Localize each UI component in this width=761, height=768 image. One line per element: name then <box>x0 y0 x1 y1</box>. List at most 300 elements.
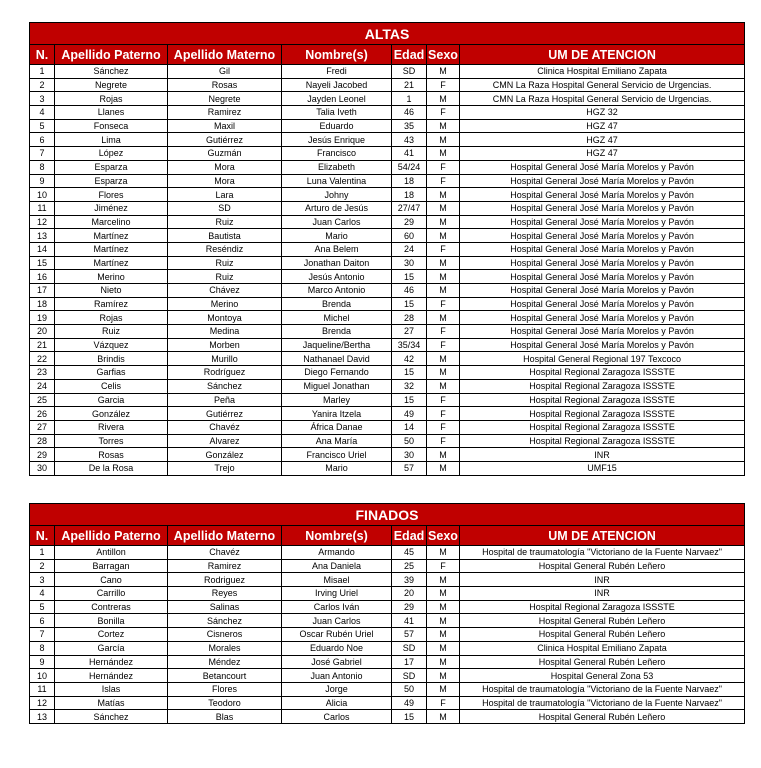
edad-cell: 49 <box>392 407 427 421</box>
edad-cell: SD <box>392 65 427 79</box>
altas-col-header: Edad <box>392 45 427 65</box>
sexo-cell: M <box>427 133 460 147</box>
row-number-cell: 13 <box>30 710 55 724</box>
um-atencion-cell: Hospital General José María Morelos y Pavón <box>460 201 745 215</box>
sexo-cell: M <box>427 215 460 229</box>
apellido-materno-cell: Montoya <box>168 311 282 325</box>
sexo-cell: M <box>427 546 460 560</box>
table-row <box>30 215 745 229</box>
apellido-paterno-cell: Antillon <box>55 546 168 560</box>
sexo-cell: M <box>427 655 460 669</box>
apellido-materno-cell: Rosas <box>168 78 282 92</box>
nombre-cell: Eduardo Noe <box>282 641 392 655</box>
apellido-paterno-cell: Martínez <box>55 229 168 243</box>
apellido-materno-cell: SD <box>168 201 282 215</box>
nombre-cell: Jorge <box>282 682 392 696</box>
finados-col-header: UM DE ATENCION <box>460 526 745 546</box>
apellido-materno-cell: Ruiz <box>168 256 282 270</box>
apellido-materno-cell: Rodríguez <box>168 366 282 380</box>
apellido-paterno-cell: Matías <box>55 696 168 710</box>
apellido-materno-cell: Merino <box>168 297 282 311</box>
apellido-paterno-cell: Nieto <box>55 284 168 298</box>
apellido-materno-cell: Maxil <box>168 119 282 133</box>
finados-title: FINADOS <box>30 504 745 526</box>
altas-table-container <box>29 22 744 476</box>
table-row <box>30 201 745 215</box>
sexo-cell: M <box>427 710 460 724</box>
apellido-paterno-cell: Marcelino <box>55 215 168 229</box>
edad-cell: 30 <box>392 256 427 270</box>
row-number-cell: 21 <box>30 338 55 352</box>
edad-cell: 30 <box>392 448 427 462</box>
nombre-cell: Nayeli Jacobed <box>282 78 392 92</box>
sexo-cell: M <box>427 682 460 696</box>
apellido-materno-cell: Morben <box>168 338 282 352</box>
row-number-cell: 7 <box>30 628 55 642</box>
nombre-cell: Eduardo <box>282 119 392 133</box>
nombre-cell: Brenda <box>282 325 392 339</box>
finados-header-row <box>30 526 745 546</box>
nombre-cell: Ana Daniela <box>282 559 392 573</box>
apellido-paterno-cell: Llanes <box>55 106 168 120</box>
sexo-cell: F <box>427 696 460 710</box>
row-number-cell: 2 <box>30 78 55 92</box>
um-atencion-cell: Hospital General José María Morelos y Pavón <box>460 297 745 311</box>
edad-cell: 21 <box>392 78 427 92</box>
sexo-cell: F <box>427 420 460 434</box>
row-number-cell: 1 <box>30 546 55 560</box>
edad-cell: 15 <box>392 393 427 407</box>
finados-col-header: N. <box>30 526 55 546</box>
um-atencion-cell: Hospital Regional Zaragoza ISSSTE <box>460 379 745 393</box>
altas-table <box>29 22 745 476</box>
nombre-cell: Jesús Antonio <box>282 270 392 284</box>
nombre-cell: Marley <box>282 393 392 407</box>
table-row <box>30 587 745 601</box>
nombre-cell: Jaqueline/Bertha <box>282 338 392 352</box>
nombre-cell: África Danae <box>282 420 392 434</box>
apellido-paterno-cell: Negrete <box>55 78 168 92</box>
apellido-materno-cell: Salinas <box>168 600 282 614</box>
apellido-paterno-cell: Esparza <box>55 174 168 188</box>
nombre-cell: Johny <box>282 188 392 202</box>
apellido-paterno-cell: Contreras <box>55 600 168 614</box>
nombre-cell: Misael <box>282 573 392 587</box>
apellido-materno-cell: Gutiérrez <box>168 133 282 147</box>
apellido-materno-cell: Méndez <box>168 655 282 669</box>
sexo-cell: M <box>427 448 460 462</box>
sexo-cell: M <box>427 311 460 325</box>
nombre-cell: Fredi <box>282 65 392 79</box>
sexo-cell: M <box>427 587 460 601</box>
row-number-cell: 17 <box>30 284 55 298</box>
apellido-materno-cell: Ramirez <box>168 106 282 120</box>
row-number-cell: 26 <box>30 407 55 421</box>
edad-cell: 15 <box>392 297 427 311</box>
table-row <box>30 655 745 669</box>
table-row <box>30 379 745 393</box>
sexo-cell: M <box>427 366 460 380</box>
nombre-cell: Mario <box>282 461 392 475</box>
sexo-cell: M <box>427 628 460 642</box>
um-atencion-cell: Hospital de traumatología "Victoriano de la Fuente Narvaez" <box>460 546 745 560</box>
row-number-cell: 12 <box>30 696 55 710</box>
edad-cell: 39 <box>392 573 427 587</box>
apellido-materno-cell: Rodriguez <box>168 573 282 587</box>
row-number-cell: 22 <box>30 352 55 366</box>
um-atencion-cell: Hospital General Regional 197 Texcoco <box>460 352 745 366</box>
apellido-paterno-cell: Garcia <box>55 393 168 407</box>
sexo-cell: M <box>427 614 460 628</box>
edad-cell: 35/34 <box>392 338 427 352</box>
apellido-paterno-cell: Ruiz <box>55 325 168 339</box>
edad-cell: 17 <box>392 655 427 669</box>
sexo-cell: M <box>427 229 460 243</box>
sexo-cell: M <box>427 379 460 393</box>
um-atencion-cell: CMN La Raza Hospital General Servicio de Urgencias. <box>460 92 745 106</box>
edad-cell: 57 <box>392 461 427 475</box>
sexo-cell: M <box>427 188 460 202</box>
edad-cell: 54/24 <box>392 160 427 174</box>
finados-col-header: Edad <box>392 526 427 546</box>
apellido-paterno-cell: Bonilla <box>55 614 168 628</box>
apellido-materno-cell: Ramirez <box>168 559 282 573</box>
row-number-cell: 23 <box>30 366 55 380</box>
table-row <box>30 696 745 710</box>
apellido-materno-cell: Reyes <box>168 587 282 601</box>
apellido-materno-cell: Peña <box>168 393 282 407</box>
table-row <box>30 270 745 284</box>
row-number-cell: 20 <box>30 325 55 339</box>
row-number-cell: 13 <box>30 229 55 243</box>
nombre-cell: Ana Belem <box>282 242 392 256</box>
sexo-cell: F <box>427 174 460 188</box>
table-row <box>30 448 745 462</box>
um-atencion-cell: Hospital General José María Morelos y Pavón <box>460 311 745 325</box>
um-atencion-cell: Hospital General José María Morelos y Pavón <box>460 270 745 284</box>
edad-cell: 14 <box>392 420 427 434</box>
edad-cell: 49 <box>392 696 427 710</box>
table-row <box>30 546 745 560</box>
apellido-materno-cell: Cisneros <box>168 628 282 642</box>
row-number-cell: 10 <box>30 669 55 683</box>
sexo-cell: M <box>427 256 460 270</box>
apellido-paterno-cell: Martínez <box>55 242 168 256</box>
table-row <box>30 434 745 448</box>
nombre-cell: Talia Iveth <box>282 106 392 120</box>
apellido-paterno-cell: Hernández <box>55 655 168 669</box>
altas-col-header: Nombre(s) <box>282 45 392 65</box>
nombre-cell: Juan Antonio <box>282 669 392 683</box>
sexo-cell: M <box>427 270 460 284</box>
nombre-cell: Francisco Uriel <box>282 448 392 462</box>
um-atencion-cell: Hospital General José María Morelos y Pavón <box>460 325 745 339</box>
nombre-cell: Luna Valentina <box>282 174 392 188</box>
edad-cell: 18 <box>392 188 427 202</box>
row-number-cell: 27 <box>30 420 55 434</box>
row-number-cell: 4 <box>30 106 55 120</box>
apellido-paterno-cell: Celis <box>55 379 168 393</box>
um-atencion-cell: Hospital Regional Zaragoza ISSSTE <box>460 393 745 407</box>
um-atencion-cell: Hospital de traumatología "Victoriano de la Fuente Narvaez" <box>460 696 745 710</box>
nombre-cell: Francisco <box>282 147 392 161</box>
nombre-cell: Jonathan Daiton <box>282 256 392 270</box>
row-number-cell: 11 <box>30 201 55 215</box>
edad-cell: 18 <box>392 174 427 188</box>
table-row <box>30 65 745 79</box>
edad-cell: 29 <box>392 600 427 614</box>
table-row <box>30 628 745 642</box>
edad-cell: 46 <box>392 106 427 120</box>
row-number-cell: 30 <box>30 461 55 475</box>
edad-cell: 15 <box>392 366 427 380</box>
table-row <box>30 174 745 188</box>
sexo-cell: F <box>427 407 460 421</box>
sexo-cell: F <box>427 325 460 339</box>
table-row <box>30 325 745 339</box>
um-atencion-cell: INR <box>460 448 745 462</box>
altas-body <box>30 65 745 476</box>
edad-cell: 32 <box>392 379 427 393</box>
table-row <box>30 573 745 587</box>
sexo-cell: M <box>427 65 460 79</box>
edad-cell: 25 <box>392 559 427 573</box>
nombre-cell: Juan Carlos <box>282 215 392 229</box>
edad-cell: 1 <box>392 92 427 106</box>
um-atencion-cell: INR <box>460 573 745 587</box>
um-atencion-cell: CMN La Raza Hospital General Servicio de Urgencias. <box>460 78 745 92</box>
um-atencion-cell: HGZ 47 <box>460 119 745 133</box>
apellido-paterno-cell: Jiménez <box>55 201 168 215</box>
apellido-materno-cell: Gil <box>168 65 282 79</box>
um-atencion-cell: HGZ 47 <box>460 147 745 161</box>
apellido-materno-cell: Sánchez <box>168 379 282 393</box>
sexo-cell: F <box>427 160 460 174</box>
row-number-cell: 11 <box>30 682 55 696</box>
apellido-materno-cell: Gutiérrez <box>168 407 282 421</box>
row-number-cell: 14 <box>30 242 55 256</box>
table-row <box>30 284 745 298</box>
nombre-cell: Carlos <box>282 710 392 724</box>
table-row <box>30 366 745 380</box>
sexo-cell: M <box>427 669 460 683</box>
apellido-paterno-cell: Sánchez <box>55 65 168 79</box>
apellido-paterno-cell: Rosas <box>55 448 168 462</box>
sexo-cell: M <box>427 352 460 366</box>
apellido-materno-cell: Lara <box>168 188 282 202</box>
um-atencion-cell: Hospital General José María Morelos y Pavón <box>460 215 745 229</box>
nombre-cell: Marco Antonio <box>282 284 392 298</box>
row-number-cell: 4 <box>30 587 55 601</box>
apellido-paterno-cell: González <box>55 407 168 421</box>
apellido-paterno-cell: Rivera <box>55 420 168 434</box>
row-number-cell: 8 <box>30 641 55 655</box>
apellido-paterno-cell: Merino <box>55 270 168 284</box>
altas-col-header: UM DE ATENCION <box>460 45 745 65</box>
sexo-cell: M <box>427 461 460 475</box>
apellido-materno-cell: Sánchez <box>168 614 282 628</box>
nombre-cell: Armando <box>282 546 392 560</box>
nombre-cell: Juan Carlos <box>282 614 392 628</box>
um-atencion-cell: Hospital General Rubén Leñero <box>460 614 745 628</box>
apellido-materno-cell: Reséndiz <box>168 242 282 256</box>
row-number-cell: 2 <box>30 559 55 573</box>
edad-cell: 45 <box>392 546 427 560</box>
nombre-cell: Michel <box>282 311 392 325</box>
um-atencion-cell: Hospital General José María Morelos y Pavón <box>460 160 745 174</box>
um-atencion-cell: UMF15 <box>460 461 745 475</box>
table-row <box>30 78 745 92</box>
apellido-paterno-cell: Flores <box>55 188 168 202</box>
table-row <box>30 242 745 256</box>
table-row <box>30 420 745 434</box>
finados-body <box>30 546 745 724</box>
apellido-paterno-cell: Garfias <box>55 366 168 380</box>
um-atencion-cell: HGZ 32 <box>460 106 745 120</box>
nombre-cell: Carlos Iván <box>282 600 392 614</box>
apellido-paterno-cell: Fonseca <box>55 119 168 133</box>
um-atencion-cell: Hospital Regional Zaragoza ISSSTE <box>460 600 745 614</box>
table-row <box>30 352 745 366</box>
table-row <box>30 229 745 243</box>
nombre-cell: Elizabeth <box>282 160 392 174</box>
finados-col-header: Apellido Materno <box>168 526 282 546</box>
row-number-cell: 3 <box>30 92 55 106</box>
apellido-paterno-cell: Rojas <box>55 92 168 106</box>
apellido-materno-cell: Blas <box>168 710 282 724</box>
edad-cell: 43 <box>392 133 427 147</box>
sexo-cell: M <box>427 92 460 106</box>
apellido-paterno-cell: García <box>55 641 168 655</box>
table-row <box>30 393 745 407</box>
sexo-cell: M <box>427 147 460 161</box>
um-atencion-cell: Hospital General José María Morelos y Pavón <box>460 284 745 298</box>
apellido-materno-cell: Bautista <box>168 229 282 243</box>
apellido-paterno-cell: Cortez <box>55 628 168 642</box>
table-row <box>30 600 745 614</box>
apellido-materno-cell: Morales <box>168 641 282 655</box>
table-row <box>30 106 745 120</box>
table-row <box>30 407 745 421</box>
edad-cell: 50 <box>392 682 427 696</box>
edad-cell: 46 <box>392 284 427 298</box>
row-number-cell: 7 <box>30 147 55 161</box>
table-row <box>30 710 745 724</box>
um-atencion-cell: Hospital Regional Zaragoza ISSSTE <box>460 366 745 380</box>
nombre-cell: José Gabriel <box>282 655 392 669</box>
nombre-cell: Yanira Itzela <box>282 407 392 421</box>
row-number-cell: 25 <box>30 393 55 407</box>
apellido-materno-cell: Alvarez <box>168 434 282 448</box>
nombre-cell: Nathanael David <box>282 352 392 366</box>
nombre-cell: Brenda <box>282 297 392 311</box>
apellido-paterno-cell: De la Rosa <box>55 461 168 475</box>
apellido-materno-cell: Chavéz <box>168 546 282 560</box>
edad-cell: SD <box>392 641 427 655</box>
apellido-materno-cell: Chávez <box>168 284 282 298</box>
apellido-paterno-cell: Ramírez <box>55 297 168 311</box>
apellido-materno-cell: Mora <box>168 174 282 188</box>
um-atencion-cell: Hospital General Rubén Leñero <box>460 655 745 669</box>
table-row <box>30 188 745 202</box>
um-atencion-cell: Hospital Regional Zaragoza ISSSTE <box>460 434 745 448</box>
apellido-materno-cell: Chavéz <box>168 420 282 434</box>
sexo-cell: M <box>427 284 460 298</box>
sexo-cell: F <box>427 106 460 120</box>
row-number-cell: 9 <box>30 655 55 669</box>
table-row <box>30 338 745 352</box>
apellido-materno-cell: Ruiz <box>168 215 282 229</box>
finados-table-container <box>29 503 744 724</box>
apellido-paterno-cell: Rojas <box>55 311 168 325</box>
um-atencion-cell: Hospital General Rubén Leñero <box>460 559 745 573</box>
um-atencion-cell: Hospital General José María Morelos y Pavón <box>460 229 745 243</box>
altas-col-header: Sexo <box>427 45 460 65</box>
nombre-cell: Alicia <box>282 696 392 710</box>
apellido-paterno-cell: Esparza <box>55 160 168 174</box>
table-row <box>30 641 745 655</box>
sexo-cell: M <box>427 201 460 215</box>
table-row <box>30 256 745 270</box>
row-number-cell: 19 <box>30 311 55 325</box>
table-row <box>30 133 745 147</box>
nombre-cell: Ana María <box>282 434 392 448</box>
um-atencion-cell: Clinica Hospital Emiliano Zapata <box>460 65 745 79</box>
apellido-materno-cell: Medina <box>168 325 282 339</box>
table-row <box>30 147 745 161</box>
edad-cell: 20 <box>392 587 427 601</box>
nombre-cell: Miguel Jonathan <box>282 379 392 393</box>
apellido-paterno-cell: Brindis <box>55 352 168 366</box>
nombre-cell: Irving Uriel <box>282 587 392 601</box>
apellido-paterno-cell: Hernández <box>55 669 168 683</box>
finados-col-header: Nombre(s) <box>282 526 392 546</box>
sexo-cell: M <box>427 573 460 587</box>
altas-title: ALTAS <box>30 23 745 45</box>
apellido-materno-cell: Murillo <box>168 352 282 366</box>
edad-cell: 41 <box>392 147 427 161</box>
um-atencion-cell: Hospital General Rubén Leñero <box>460 710 745 724</box>
edad-cell: 50 <box>392 434 427 448</box>
apellido-paterno-cell: Vázquez <box>55 338 168 352</box>
row-number-cell: 18 <box>30 297 55 311</box>
um-atencion-cell: HGZ 47 <box>460 133 745 147</box>
row-number-cell: 10 <box>30 188 55 202</box>
sexo-cell: F <box>427 434 460 448</box>
altas-header-row <box>30 45 745 65</box>
nombre-cell: Jayden Leonel <box>282 92 392 106</box>
edad-cell: 27/47 <box>392 201 427 215</box>
apellido-materno-cell: Ruiz <box>168 270 282 284</box>
row-number-cell: 3 <box>30 573 55 587</box>
apellido-materno-cell: González <box>168 448 282 462</box>
um-atencion-cell: INR <box>460 587 745 601</box>
table-row <box>30 461 745 475</box>
um-atencion-cell: Hospital General José María Morelos y Pavón <box>460 338 745 352</box>
table-row <box>30 92 745 106</box>
edad-cell: 41 <box>392 614 427 628</box>
edad-cell: 57 <box>392 628 427 642</box>
finados-col-header: Apellido Paterno <box>55 526 168 546</box>
finados-col-header: Sexo <box>427 526 460 546</box>
edad-cell: 28 <box>392 311 427 325</box>
nombre-cell: Jesús Enrique <box>282 133 392 147</box>
row-number-cell: 15 <box>30 256 55 270</box>
um-atencion-cell: Hospital Regional Zaragoza ISSSTE <box>460 420 745 434</box>
sexo-cell: F <box>427 338 460 352</box>
nombre-cell: Mario <box>282 229 392 243</box>
apellido-paterno-cell: Lima <box>55 133 168 147</box>
